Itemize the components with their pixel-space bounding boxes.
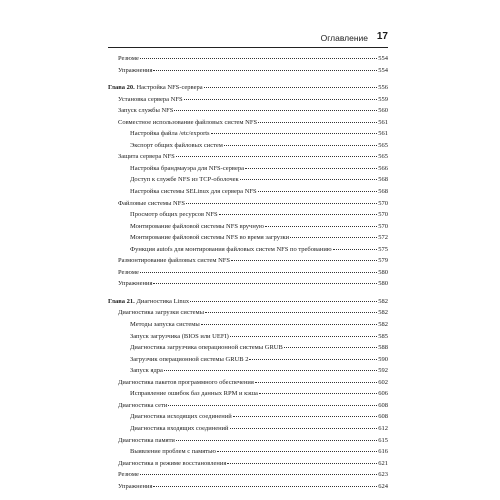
toc-entry-title (130, 232, 289, 244)
toc-page-number: 560 (378, 107, 388, 115)
toc-page-number: 580 (378, 268, 388, 276)
toc-page-number: 615 (378, 436, 388, 444)
toc-entry-text: Настройка NFS-сервера (134, 84, 203, 92)
toc-entry-text: Монтирование файловой системы NFS вручную (130, 222, 264, 230)
chapter-number: Глава 20. (108, 84, 135, 92)
toc-entry-title (118, 105, 173, 117)
toc-entry-title (130, 411, 232, 423)
dot-leader (240, 178, 378, 180)
dot-leader (245, 167, 377, 169)
toc-entry[interactable] (108, 221, 388, 233)
toc-page-number: 566 (378, 164, 388, 172)
toc-entry-title (118, 53, 139, 65)
toc-entry-title (130, 186, 257, 198)
toc-entry-text: Настройка файла /etc/exports (130, 130, 210, 138)
toc-entry[interactable] (108, 140, 388, 152)
toc-entry[interactable] (108, 53, 388, 65)
toc-page-number: 616 (378, 448, 388, 456)
toc-entry-title (130, 221, 264, 233)
toc-entry[interactable] (108, 174, 388, 186)
dot-leader (201, 323, 378, 325)
toc-entry-title (130, 244, 332, 256)
dot-leader (176, 439, 377, 441)
toc-entry-text: Диагностика памяти (118, 436, 175, 444)
toc-entry-text: Размонтирование файловых систем NFS (118, 257, 230, 265)
toc-page-number: 585 (378, 332, 388, 340)
chapter-number: Глава 21. (108, 297, 135, 305)
dot-leader (217, 450, 377, 452)
toc-entry-title (118, 94, 183, 106)
header-rule (108, 47, 388, 48)
toc-entry-text: Загрузчик операционной системы GRUB 2 (130, 355, 249, 363)
toc-entry-text: Диагностика загрузки системы (118, 309, 204, 317)
dot-leader (174, 109, 377, 111)
toc-page-number: 572 (378, 234, 388, 242)
toc-entry-title (130, 163, 244, 175)
toc-entry[interactable] (108, 388, 388, 400)
toc-entry-title (118, 151, 175, 163)
toc-entry-title (130, 319, 200, 331)
toc-page-number: 602 (378, 378, 388, 386)
toc-page-number: 570 (378, 199, 388, 207)
dot-leader (186, 202, 377, 204)
toc-entry-text: Функция autofs для монтирования файловых систем NFS по требованию (130, 245, 332, 253)
toc-entry-text: Упражнения (118, 482, 153, 490)
dot-leader (230, 427, 378, 429)
toc-entry-title (130, 342, 283, 354)
toc-entry-title (118, 377, 254, 389)
toc-entry-title (118, 400, 167, 412)
toc-page-number: 624 (378, 482, 388, 490)
toc-entry-text: Защита сервера NFS (118, 153, 175, 161)
dot-leader (259, 392, 377, 394)
toc-entry[interactable] (108, 209, 388, 221)
toc-page-number: 608 (378, 413, 388, 421)
toc-entry[interactable] (108, 94, 388, 106)
dot-leader (258, 190, 378, 192)
toc-entry-text: Запуск загрузчика (BIOS или UEFI) (130, 332, 229, 340)
toc-entry[interactable] (108, 232, 388, 244)
toc-page-number: 565 (378, 153, 388, 161)
toc-entry[interactable] (108, 435, 388, 447)
toc-entry-text: Установка сервера NFS (118, 95, 183, 103)
dot-leader (140, 271, 377, 273)
toc-page-number: 561 (378, 130, 388, 138)
toc-page-number: 621 (378, 459, 388, 467)
dot-leader (153, 485, 377, 487)
dot-leader (227, 462, 377, 464)
toc-entry-text: Файловые системы NFS (118, 199, 185, 207)
toc-chapter[interactable] (108, 296, 388, 308)
toc-entry[interactable] (108, 307, 388, 319)
toc-page-number: 559 (378, 95, 388, 103)
dot-leader (249, 358, 377, 360)
toc-entry-title (130, 354, 248, 366)
dot-leader (140, 473, 377, 475)
toc-entry-title (130, 128, 210, 140)
dot-leader (265, 225, 377, 227)
toc-entry[interactable] (108, 377, 388, 389)
toc-page-number: 590 (378, 355, 388, 363)
dot-leader (176, 155, 377, 157)
dot-leader (211, 132, 378, 134)
toc-entry-text: Исправление ошибок баз данных RPM и кэша (130, 390, 258, 398)
toc-entry-title (118, 267, 139, 279)
dot-leader (290, 236, 377, 238)
toc-entry-title (118, 65, 152, 77)
toc-page-number: 582 (378, 321, 388, 329)
toc-entry-title (130, 209, 218, 221)
toc-entry-text: Диагностика входящих соединений (130, 424, 229, 432)
toc-page-number: 579 (378, 257, 388, 265)
toc-entry-title (130, 423, 229, 435)
toc-entry-title (130, 446, 216, 458)
toc-entry-text: Диагностика исходящих соединений (130, 413, 232, 421)
toc-entry-text: Диагностика пакетов программного обеспечения (118, 378, 254, 386)
toc-entry[interactable] (108, 481, 388, 493)
toc-entry[interactable] (108, 244, 388, 256)
toc-entry-text: Диагностика загрузчика операционной системы GRUB (130, 344, 283, 352)
toc-entry-text: Просмотр общих ресурсов NFS (130, 211, 218, 219)
toc-entry[interactable] (108, 446, 388, 458)
toc-entry-text: Запуск ядра (130, 367, 163, 375)
toc-page-number: 568 (378, 188, 388, 196)
toc-entry[interactable] (108, 278, 388, 290)
dot-leader (190, 300, 377, 302)
dot-leader (284, 346, 377, 348)
toc-entry[interactable] (108, 365, 388, 377)
toc-entry-title (118, 278, 152, 290)
toc-entry[interactable] (108, 319, 388, 331)
toc-entry[interactable] (108, 331, 388, 343)
toc-entry-text: Экспорт общих файловых систем (130, 141, 223, 149)
toc-page-number: 575 (378, 245, 388, 253)
dot-leader (230, 335, 377, 337)
running-header (108, 31, 388, 45)
toc-page-number: 606 (378, 390, 388, 398)
dot-leader (255, 381, 377, 383)
toc-entry-text: Запуск службы NFS (118, 107, 174, 115)
dot-leader (153, 69, 377, 71)
dot-leader (164, 369, 377, 371)
toc-entry-title (108, 82, 203, 94)
toc-page-number: 568 (378, 176, 388, 184)
running-header-title: Оглавление (320, 33, 368, 43)
toc-entry[interactable] (108, 267, 388, 279)
toc-entry[interactable] (108, 469, 388, 481)
toc-page-number: 565 (378, 141, 388, 149)
toc-entry-text: Резюме (118, 268, 139, 276)
dot-leader (153, 282, 377, 284)
toc-entry[interactable] (108, 354, 388, 366)
toc-page-number: 570 (378, 211, 388, 219)
toc-entry-text: Настройка системы SELinux для сервера NFS (130, 188, 257, 196)
dot-leader (140, 57, 377, 59)
toc-entry-title (118, 481, 152, 493)
dot-leader (258, 121, 377, 123)
toc-entry-title (118, 307, 204, 319)
toc-page-number: 612 (378, 424, 388, 432)
toc-entry[interactable] (108, 255, 388, 267)
dot-leader (168, 404, 377, 406)
toc-entry-title (130, 140, 223, 152)
toc-entry-title (118, 117, 257, 129)
toc-page-number: 582 (378, 309, 388, 317)
dot-leader (333, 248, 378, 250)
toc-page-number: 588 (378, 344, 388, 352)
toc-page-number: 608 (378, 401, 388, 409)
toc-entry-text: Совместное использование файловых систем NFS (118, 118, 258, 126)
toc-entry-title (130, 174, 239, 186)
toc-entry-title (130, 365, 163, 377)
toc-entry[interactable] (108, 423, 388, 435)
toc-page-number: 561 (378, 118, 388, 126)
toc-entry-text: Упражнения (118, 66, 153, 74)
toc-entry-text: Резюме (118, 55, 139, 62)
toc-entry-title (118, 458, 226, 470)
toc-entry-text: Резюме (118, 471, 139, 479)
dot-leader (233, 415, 378, 417)
dot-leader (184, 98, 378, 100)
toc-entry[interactable] (108, 411, 388, 423)
toc-entry[interactable] (108, 65, 388, 77)
table-of-contents (108, 53, 388, 492)
toc-page-number: 580 (378, 280, 388, 288)
toc-entry[interactable] (108, 105, 388, 117)
dot-leader (231, 259, 377, 261)
toc-entry[interactable] (108, 117, 388, 129)
toc-entry-text: Доступ к службе NFS из TCP-оболочек (130, 176, 239, 184)
toc-entry[interactable] (108, 400, 388, 412)
toc-entry-title (118, 255, 230, 267)
toc-entry-text: Диагностика сети (118, 401, 168, 409)
toc-entry[interactable] (108, 342, 388, 354)
toc-entry-title (118, 469, 139, 481)
toc-entry[interactable] (108, 186, 388, 198)
toc-entry[interactable] (108, 163, 388, 175)
toc-entry-text: Методы запуска системы (130, 321, 200, 329)
toc-entry-text: Монтирование файловой системы NFS во время загрузки (130, 234, 290, 242)
dot-leader (224, 144, 377, 146)
toc-entry-title (118, 435, 175, 447)
toc-entry-title (118, 198, 185, 210)
dot-leader (219, 213, 378, 215)
dot-leader (205, 311, 377, 313)
toc-entry-text: Диагностика в режиме восстановления (118, 459, 227, 467)
toc-entry-title (130, 388, 258, 400)
toc-page-number: 554 (378, 55, 388, 62)
dot-leader (204, 86, 378, 88)
toc-page-number: 582 (378, 297, 388, 305)
toc-entry-text: Упражнения (118, 280, 153, 288)
toc-entry[interactable] (108, 198, 388, 210)
toc-chapter[interactable] (108, 82, 388, 94)
toc-entry[interactable] (108, 128, 388, 140)
toc-entry-text: Настройка брандмауэра для NFS-сервера (130, 164, 244, 172)
toc-page-number: 570 (378, 222, 388, 230)
toc-page-number: 554 (378, 66, 388, 74)
toc-entry-title (130, 331, 229, 343)
toc-entry-text: Выявление проблем с памятью (130, 448, 216, 456)
toc-page-number: 556 (378, 84, 388, 92)
toc-entry-text: Диагностика Linux (134, 297, 190, 305)
toc-page-number: 623 (378, 471, 388, 479)
toc-entry-title (108, 296, 189, 308)
toc-entry[interactable] (108, 458, 388, 470)
toc-entry[interactable] (108, 151, 388, 163)
toc-page-number: 592 (378, 367, 388, 375)
page-number: 17 (376, 31, 388, 42)
